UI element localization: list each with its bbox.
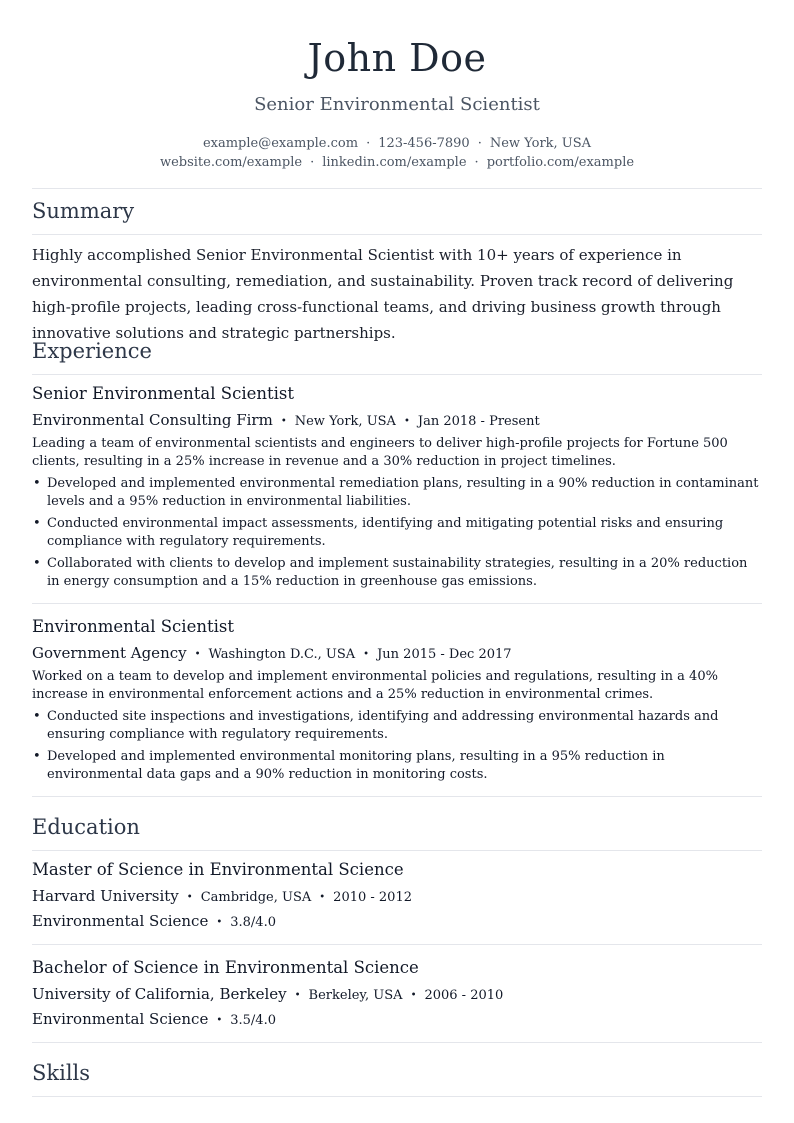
entry-divider <box>32 944 762 945</box>
bullet-separator: • <box>216 917 223 928</box>
job-location: Washington D.C., USA <box>208 647 356 662</box>
bullet-separator: • <box>410 990 417 1001</box>
field-of-study: Environmental Science <box>32 1010 209 1028</box>
school-location: Berkeley, USA <box>308 988 403 1003</box>
job-title: Environmental Scientist <box>32 617 234 636</box>
school-location: Cambridge, USA <box>200 890 312 905</box>
summary-text: Highly accomplished Senior Environmental Scientist with 10+ years of experience in environmental consulting, remediation, and sustainability. Proven track record of delivering high-profile projects, leading cross-functional teams, and driving business growth through innovative solutions and strategic partnerships. <box>32 246 734 342</box>
job-location: New York, USA <box>294 414 396 429</box>
bullet-marker: • <box>33 516 41 531</box>
section-divider <box>32 1042 762 1043</box>
bullet-marker: • <box>33 476 41 491</box>
website-link[interactable]: website.com/example <box>159 155 303 170</box>
school-meta <box>32 886 762 908</box>
school-meta <box>32 984 762 1006</box>
field-meta <box>32 911 762 933</box>
company-name: Environmental Consulting Firm <box>32 411 273 429</box>
job-dates: Jan 2018 - Present <box>417 414 540 429</box>
job-meta <box>32 410 762 432</box>
field-meta <box>32 1009 762 1031</box>
achievement-text: Developed and implemented environmental monitoring plans, resulting in a 95% reduction in environmental data gaps and a 90% reduction in monitoring costs. <box>47 749 665 782</box>
list-item <box>32 515 762 551</box>
degree-title: Bachelor of Science in Environmental Science <box>32 958 419 977</box>
separator: · <box>366 136 371 151</box>
contact-row-primary <box>32 135 762 153</box>
job-description: Leading a team of environmental scientists and engineers to deliver high-profile projects for Fortune 500 clients, resulting in a 25% increase in revenue and a 30% reduction in project timelines. <box>32 436 728 469</box>
school-dates: 2010 - 2012 <box>333 890 412 905</box>
gpa-value: 3.8/4.0 <box>230 915 276 930</box>
gpa-value: 3.5/4.0 <box>230 1013 276 1028</box>
degree-title: Master of Science in Environmental Science <box>32 860 404 879</box>
bullet-separator: • <box>186 892 193 903</box>
location-text: New York, USA <box>489 136 592 151</box>
job-meta <box>32 643 762 665</box>
job-title: Senior Environmental Scientist <box>32 384 295 403</box>
bullet-marker: • <box>33 709 41 724</box>
entry-divider <box>32 603 762 604</box>
achievement-text: Developed and implemented environmental remediation plans, resulting in a 90% reduction in contaminant levels and a 95% reduction in environmental liabilities. <box>47 476 759 509</box>
separator: · <box>474 155 479 170</box>
bullet-separator: • <box>363 649 370 660</box>
bullet-separator: • <box>280 416 287 427</box>
portfolio-link[interactable]: portfolio.com/example <box>486 155 635 170</box>
header-divider <box>32 188 762 189</box>
section-divider <box>32 1096 762 1097</box>
achievement-text: Conducted site inspections and investigations, identifying and addressing environmental hazards and ensuring compliance with regulatory requirements. <box>47 709 719 742</box>
bullet-marker: • <box>33 749 41 764</box>
field-of-study: Environmental Science <box>32 912 209 930</box>
bullet-separator: • <box>216 1015 223 1026</box>
candidate-title: Senior Environmental Scientist <box>254 94 540 115</box>
school-dates: 2006 - 2010 <box>424 988 504 1003</box>
job-achievements <box>32 708 762 788</box>
section-divider <box>32 234 762 235</box>
job-dates: Jun 2015 - Dec 2017 <box>377 647 512 662</box>
list-item <box>32 475 762 511</box>
separator: · <box>310 155 315 170</box>
linkedin-link[interactable]: linkedin.com/example <box>322 155 467 170</box>
section-divider <box>32 374 762 375</box>
bullet-separator: • <box>194 649 201 660</box>
job-achievements <box>32 475 762 595</box>
company-name: Government Agency <box>32 644 187 662</box>
school-name: Harvard University <box>32 887 179 905</box>
email-link[interactable]: example@example.com <box>202 136 359 151</box>
job-description: Worked on a team to develop and implement environmental policies and regulations, resulting in a 40% increase in environmental enforcement actions and a 25% reduction in environmental crimes. <box>32 669 718 702</box>
skills-heading: Skills <box>32 1061 91 1085</box>
achievement-text: Conducted environmental impact assessments, identifying and mitigating potential risks and ensuring compliance with regulatory requirements. <box>47 516 724 549</box>
bullet-separator: • <box>294 990 301 1001</box>
achievement-text: Collaborated with clients to develop and implement sustainability strategies, resulting in a 20% reduction in energy consumption and a 15% reduction in greenhouse gas emissions. <box>47 556 748 589</box>
list-item <box>32 708 762 744</box>
contact-row-links <box>32 154 762 172</box>
bullet-marker: • <box>33 556 41 571</box>
section-divider <box>32 850 762 851</box>
education-heading: Education <box>32 815 140 839</box>
summary-heading: Summary <box>32 199 135 223</box>
candidate-name: John Doe <box>307 36 487 80</box>
school-name: University of California, Berkeley <box>32 985 287 1003</box>
bullet-separator: • <box>319 892 326 903</box>
experience-heading: Experience <box>32 339 152 363</box>
section-divider <box>32 796 762 797</box>
phone-number: 123-456-7890 <box>378 136 470 151</box>
list-item <box>32 555 762 591</box>
list-item <box>32 748 762 784</box>
bullet-separator: • <box>403 416 410 427</box>
separator: · <box>477 136 482 151</box>
